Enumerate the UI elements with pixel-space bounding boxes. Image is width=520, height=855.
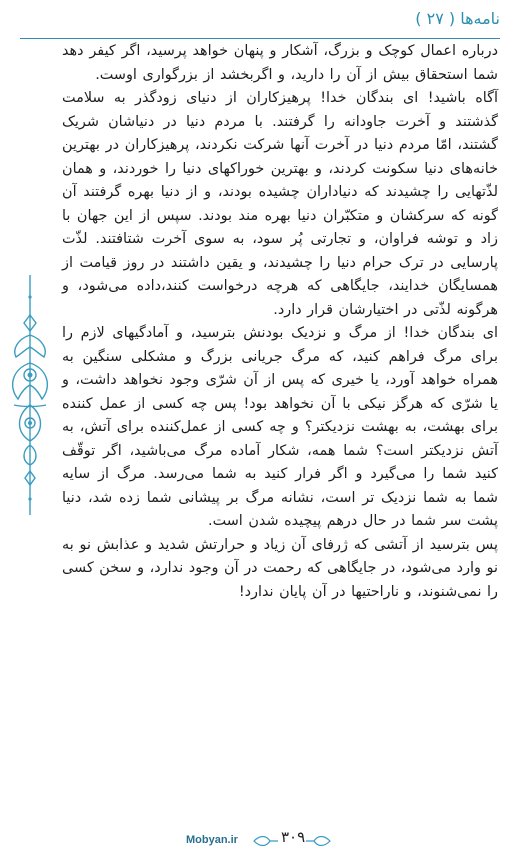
page-number: ۳۰۹: [281, 828, 306, 846]
page-body: [62, 40, 498, 604]
site-label: Mobyan.ir: [186, 834, 238, 846]
header-divider: [20, 38, 500, 39]
chapter-title: نامه‌ها ( ۲۷ ): [415, 9, 500, 28]
flourish-right-icon: [306, 834, 332, 848]
flourish-left-icon: [252, 834, 278, 848]
paragraph: درباره اعمال کوچک و بزرگ، آشکار و پنهان خواهد پرسید، اگر کیفر دهد شما استحقاق بیش از آن را دارید، و اگربخشد از بزرگواری اوست.: [62, 43, 498, 83]
paragraph: ای بندگان خدا! از مرگ و نزدیک بودنش بترسید، و آمادگیهای لازم را برای مرگ فراهم کنید، که مرگ جریانی بزرگ و مشکلی سنگین به همراه خواهد آورد، یا خیری که پس از آن شرّی وجود نخواهد داشت، و یا شرّی که هرگز نیکی با آن نخواهد بود! پس چه کسی از عمل کننده برای بهشت، به بهشت نزدیکتر؟ و چه کسی از عمل‌کننده برای آتش، به آتش نزدیکتر است؟ شما همه، شکار آماده مرگ می‌باشید، اگر توقّف کنید شما را می‌گیرد و اگر فرار کنید به شما می‌رسد. مرگ از سایه شما به شما نزدیک تر است، نشانه مرگ بر پیشانی شما زده شد، دنیا پشت سر شما در حال درهم پیچیده شدن است.: [62, 325, 498, 529]
page-header: [0, 6, 520, 36]
arabesque-ornament-icon: [8, 275, 52, 515]
paragraph: پس بترسید از آتشی که ژرفای آن زیاد و حرارتش شدید و عذابش نو به نو وارد می‌شود، در جایگاهی که رحمت در آن وجود ندارد، و سخن کسی را نمی‌شنوند، و ناراحتیها در آن پایان ندارد!: [62, 536, 498, 600]
page-footer: [0, 828, 520, 855]
paragraph: آگاه باشید! ای بندگان خدا! پرهیزکاران از دنیای زودگذر به سلامت گذشتند و آخرت جاودانه را گرفتند. با مردم دنیا در دنیاشان شریک گشتند، امّا مردم دنیا در آخرت آنها شرکت نکردند، پرهیزکاران در بهترین خانه‌های دنیا سکونت کردند، و بهترین خوراکهای دنیا را خوردند، و همان لذّتهایی را چشیدند که دنیاداران چشیده بودند، و از دنیا بهره گرفتند آن گونه که سرکشان و متکبّران دنیا بهره مند بودند. سپس از این جهان با زاد و توشه فراوان، و تجارتی پُر سود، به سوی آخرت شتافتند. لذّت پارسایی در ترک حرام دنیا را چشیدند، و یقین داشتند در روز قیامت از همسایگان خدایند، جایگاهی که هرچه درخواست کنند،داده می‌شود، و هرگونه لذّتی در اختیارشان قرار دارد.: [62, 90, 498, 318]
